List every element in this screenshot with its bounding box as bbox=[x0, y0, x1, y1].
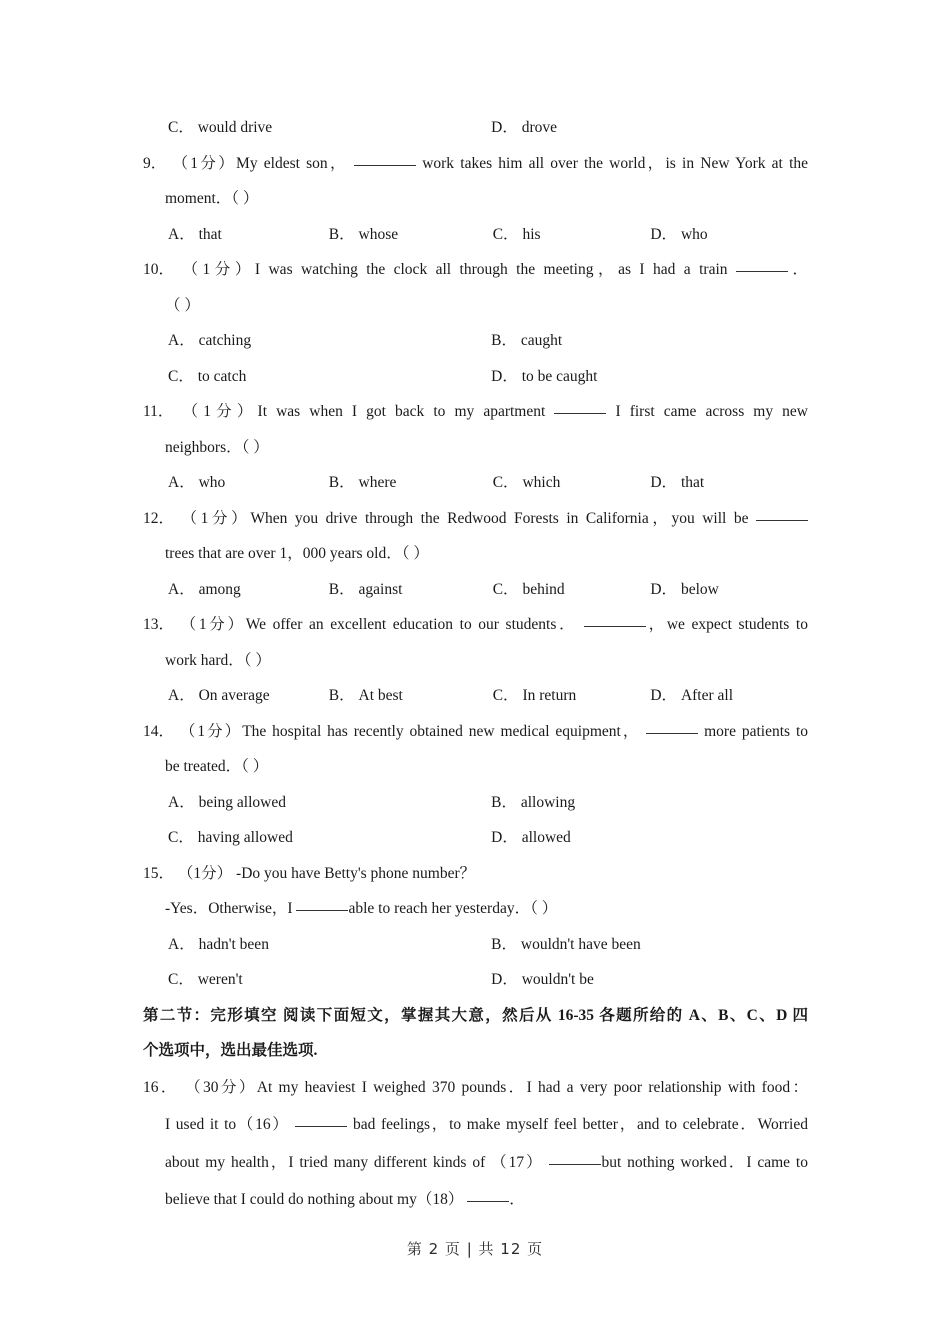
option-letter: A． bbox=[168, 332, 195, 349]
question-stem-line-2 bbox=[143, 288, 808, 324]
question-text: I was watching the clock all through the meeting，as I had a train bbox=[254, 261, 728, 278]
option-letter: D． bbox=[491, 119, 518, 136]
option-letter: C． bbox=[492, 580, 519, 598]
cloze-line-3 bbox=[143, 1144, 808, 1182]
question-text-cont: work takes him all over the world，is in New York at the bbox=[422, 154, 809, 172]
option-text: wouldn't have been bbox=[520, 935, 641, 953]
option-text: to catch bbox=[197, 367, 247, 385]
option-a[interactable] bbox=[168, 465, 329, 501]
question-number: 10． bbox=[143, 261, 175, 278]
option-letter: C． bbox=[168, 829, 194, 846]
option-text: who bbox=[680, 225, 708, 243]
question-stem-line-2 bbox=[143, 643, 808, 679]
option-letter: B． bbox=[328, 580, 355, 598]
option-letter: D． bbox=[650, 225, 678, 243]
question-points: （1分） bbox=[182, 261, 255, 278]
option-a[interactable] bbox=[168, 572, 329, 608]
question-text: When you drive through the Redwood Forests in California，you will be bbox=[250, 509, 749, 527]
option-text: wouldn't be bbox=[521, 971, 594, 988]
question-stem-line-2 bbox=[143, 749, 808, 785]
question-stem-line bbox=[143, 252, 808, 288]
options-row-cd bbox=[143, 820, 808, 856]
option-c[interactable] bbox=[493, 217, 651, 253]
option-text: allowing bbox=[520, 793, 576, 811]
option-text: where bbox=[358, 474, 397, 491]
question-13 bbox=[143, 607, 808, 714]
question-stem-line-2 bbox=[143, 891, 808, 927]
option-letter: D． bbox=[491, 971, 518, 988]
question-text: It was when I got back to my apartment bbox=[257, 403, 546, 420]
options-row bbox=[143, 572, 808, 608]
options-row bbox=[143, 678, 808, 714]
option-text: to be caught bbox=[521, 367, 598, 385]
question-16-cloze bbox=[143, 1069, 808, 1219]
question-text: The hospital has recently obtained new medical equipment， bbox=[242, 722, 641, 740]
cloze-text-4b: ． bbox=[509, 1191, 525, 1208]
option-letter: A． bbox=[168, 687, 195, 704]
question-number: 14． bbox=[143, 722, 175, 740]
question-stem-line-2 bbox=[143, 181, 808, 217]
option-c[interactable] bbox=[168, 359, 491, 395]
question-points: （1分） bbox=[180, 616, 246, 633]
option-text: weren't bbox=[197, 971, 243, 988]
option-text: against bbox=[358, 580, 403, 598]
question-stem-line bbox=[143, 856, 808, 892]
option-letter: B． bbox=[491, 332, 517, 349]
question-text: ‐Do you have Betty's phone number？ bbox=[236, 864, 476, 882]
options-row-ab bbox=[143, 927, 808, 963]
question-stem-line bbox=[143, 394, 808, 430]
answer-blank[interactable] bbox=[554, 413, 606, 414]
option-letter: C． bbox=[492, 687, 519, 704]
option-letter: D． bbox=[491, 367, 518, 385]
question-text-cont: ，we expect students to bbox=[645, 616, 808, 633]
option-a[interactable] bbox=[168, 678, 329, 714]
option-letter: A． bbox=[168, 935, 195, 953]
option-text: having allowed bbox=[197, 829, 293, 846]
option-c[interactable] bbox=[168, 962, 491, 998]
question-points: （1分） bbox=[181, 509, 251, 527]
option-text: After all bbox=[680, 687, 734, 704]
option-letter: C． bbox=[492, 225, 519, 243]
options-row-cd bbox=[143, 962, 808, 998]
question-text-2: moment．（ ） bbox=[165, 190, 259, 207]
option-b[interactable] bbox=[329, 572, 493, 608]
option-text: his bbox=[522, 225, 541, 243]
option-text: drove bbox=[521, 119, 558, 136]
options-row-ab bbox=[143, 785, 808, 821]
cloze-text-4a: believe that I could do nothing about my（18） bbox=[165, 1191, 464, 1208]
cloze-line-4 bbox=[143, 1181, 808, 1219]
answer-blank[interactable] bbox=[756, 520, 808, 521]
question-points: （1分） bbox=[177, 864, 233, 882]
option-b[interactable] bbox=[491, 785, 808, 821]
option-c[interactable] bbox=[493, 465, 651, 501]
option-c[interactable] bbox=[168, 820, 491, 856]
question-text: We offer an excellent education to our students． bbox=[245, 616, 578, 633]
option-text: would drive bbox=[197, 119, 273, 136]
option-letter: C． bbox=[168, 119, 194, 136]
option-d[interactable] bbox=[650, 572, 808, 608]
option-letter: D． bbox=[650, 687, 678, 704]
option-b[interactable] bbox=[329, 678, 493, 714]
question-stem-line-2 bbox=[143, 430, 808, 466]
option-b[interactable] bbox=[329, 217, 493, 253]
question-text-2: （ ） bbox=[165, 296, 200, 314]
question-text: My eldest son， bbox=[236, 154, 348, 172]
question-stem-line bbox=[143, 146, 808, 182]
question-stem-line bbox=[143, 714, 808, 750]
option-text: allowed bbox=[521, 829, 571, 846]
question-text-2: work hard．（ ） bbox=[165, 651, 271, 669]
option-d[interactable] bbox=[491, 820, 808, 856]
option-d[interactable] bbox=[491, 962, 808, 998]
answer-blank[interactable] bbox=[296, 910, 348, 911]
option-letter: B． bbox=[328, 225, 355, 243]
page-footer: 第 2 页 | 共 12 页 bbox=[406, 1240, 544, 1258]
option-text: which bbox=[522, 474, 561, 491]
option-b[interactable] bbox=[329, 465, 493, 501]
question-number: 12． bbox=[143, 509, 175, 527]
option-letter: A． bbox=[168, 793, 195, 811]
option-text: below bbox=[680, 580, 719, 598]
question-text-cont: more patients to bbox=[704, 722, 809, 740]
cloze-line-2 bbox=[143, 1106, 808, 1144]
question-15 bbox=[143, 856, 808, 998]
cloze-text-3b: but nothing worked．I came to bbox=[601, 1153, 808, 1171]
option-letter: C． bbox=[168, 971, 194, 988]
question-12 bbox=[143, 501, 808, 608]
question-number: 15． bbox=[143, 864, 175, 882]
cloze-line-1 bbox=[143, 1069, 808, 1107]
option-text: hadn't been bbox=[198, 935, 269, 953]
option-letter: B． bbox=[328, 474, 355, 491]
option-letter: A． bbox=[168, 474, 195, 491]
section-heading-line-2: 个选项中，选出最佳选项. bbox=[143, 1042, 318, 1059]
question-10 bbox=[143, 252, 808, 394]
option-text: catching bbox=[198, 332, 252, 349]
option-text: that bbox=[680, 474, 705, 491]
question-text-2b: able to reach her yesterday．（ ） bbox=[348, 900, 558, 917]
page-content bbox=[143, 110, 808, 1219]
cloze-text-1: At my heaviest I weighed 370 pounds．I had a very poor relationship with food： bbox=[256, 1078, 808, 1096]
option-b[interactable] bbox=[491, 323, 808, 359]
question-stem-line-2 bbox=[143, 536, 808, 572]
options-row-ab bbox=[143, 323, 808, 359]
option-text: who bbox=[198, 474, 226, 491]
option-text: among bbox=[198, 580, 241, 598]
question-number: 9． bbox=[143, 154, 167, 172]
question-14 bbox=[143, 714, 808, 856]
answer-blank-18[interactable] bbox=[467, 1201, 509, 1202]
options-row-cd bbox=[143, 359, 808, 395]
option-c[interactable] bbox=[493, 678, 651, 714]
cloze-text-3a: about my health，I tried many different kinds of （17） bbox=[165, 1153, 544, 1171]
option-d[interactable] bbox=[491, 110, 808, 146]
option-b[interactable] bbox=[491, 927, 808, 963]
option-letter: D． bbox=[491, 829, 518, 846]
answer-blank[interactable] bbox=[736, 271, 788, 272]
section-heading-line-1: 第二节：完形填空 阅读下面短文，掌握其大意，然后从 16-35 各题所给的 A、B、C、D 四 bbox=[143, 1006, 808, 1024]
option-letter: A． bbox=[168, 225, 195, 243]
option-letter: D． bbox=[650, 580, 678, 598]
options-row bbox=[143, 217, 808, 253]
option-a[interactable] bbox=[168, 785, 491, 821]
option-a[interactable] bbox=[168, 217, 329, 253]
cloze-text-2a: I used it to（16） bbox=[165, 1116, 290, 1133]
option-text: On average bbox=[198, 687, 270, 704]
option-text: behind bbox=[522, 580, 565, 598]
option-text: caught bbox=[520, 332, 563, 349]
answer-blank[interactable] bbox=[584, 626, 646, 627]
question-text-2: be treated．（ ） bbox=[165, 758, 269, 775]
option-letter: B． bbox=[491, 935, 517, 953]
question-text-cont: ． bbox=[787, 261, 808, 278]
answer-blank[interactable] bbox=[354, 165, 416, 166]
answer-blank[interactable] bbox=[646, 733, 698, 734]
option-a[interactable] bbox=[168, 323, 491, 359]
question-number: 13． bbox=[143, 616, 175, 633]
option-a[interactable] bbox=[168, 927, 491, 963]
option-text: whose bbox=[358, 225, 399, 243]
option-d[interactable] bbox=[650, 678, 808, 714]
question-stem-line bbox=[143, 607, 808, 643]
question-11 bbox=[143, 394, 808, 501]
question-text-cont: I first came across my new bbox=[615, 403, 809, 420]
answer-blank-16[interactable] bbox=[295, 1126, 347, 1127]
question-points: （1分） bbox=[172, 154, 237, 172]
option-c[interactable] bbox=[168, 110, 491, 146]
option-text: At best bbox=[358, 687, 403, 704]
question-number: 11． bbox=[143, 403, 174, 420]
option-letter: B． bbox=[491, 793, 517, 811]
option-letter: B． bbox=[328, 687, 355, 704]
question-text-2: neighbors．（ ） bbox=[165, 438, 269, 456]
question-points: （1分） bbox=[182, 403, 258, 420]
carryover-options-row bbox=[143, 110, 808, 146]
option-text: In return bbox=[522, 687, 577, 704]
cloze-text-2b: bad feelings，to make myself feel better，and to celebrate．Worried bbox=[352, 1116, 808, 1133]
question-stem-line bbox=[143, 501, 808, 537]
option-text: being allowed bbox=[198, 793, 286, 811]
option-text: that bbox=[198, 225, 222, 243]
option-c[interactable] bbox=[493, 572, 651, 608]
question-9 bbox=[143, 146, 808, 253]
option-d[interactable] bbox=[650, 465, 808, 501]
option-d[interactable] bbox=[650, 217, 808, 253]
question-number: 16． bbox=[143, 1078, 179, 1096]
section-two-heading bbox=[143, 998, 808, 1069]
option-letter: C． bbox=[168, 367, 194, 385]
option-letter: D． bbox=[650, 474, 678, 491]
answer-blank-17[interactable] bbox=[549, 1164, 601, 1165]
question-points: （1分） bbox=[179, 722, 243, 740]
question-text-2a: ‐Yes．Otherwise，I bbox=[165, 900, 293, 917]
question-points: （30分） bbox=[185, 1078, 257, 1096]
question-text-2: trees that are over 1，000 years old．（ ） bbox=[165, 545, 429, 562]
options-row bbox=[143, 465, 808, 501]
option-letter: C． bbox=[492, 474, 519, 491]
option-d[interactable] bbox=[491, 359, 808, 395]
option-letter: A． bbox=[168, 580, 195, 598]
